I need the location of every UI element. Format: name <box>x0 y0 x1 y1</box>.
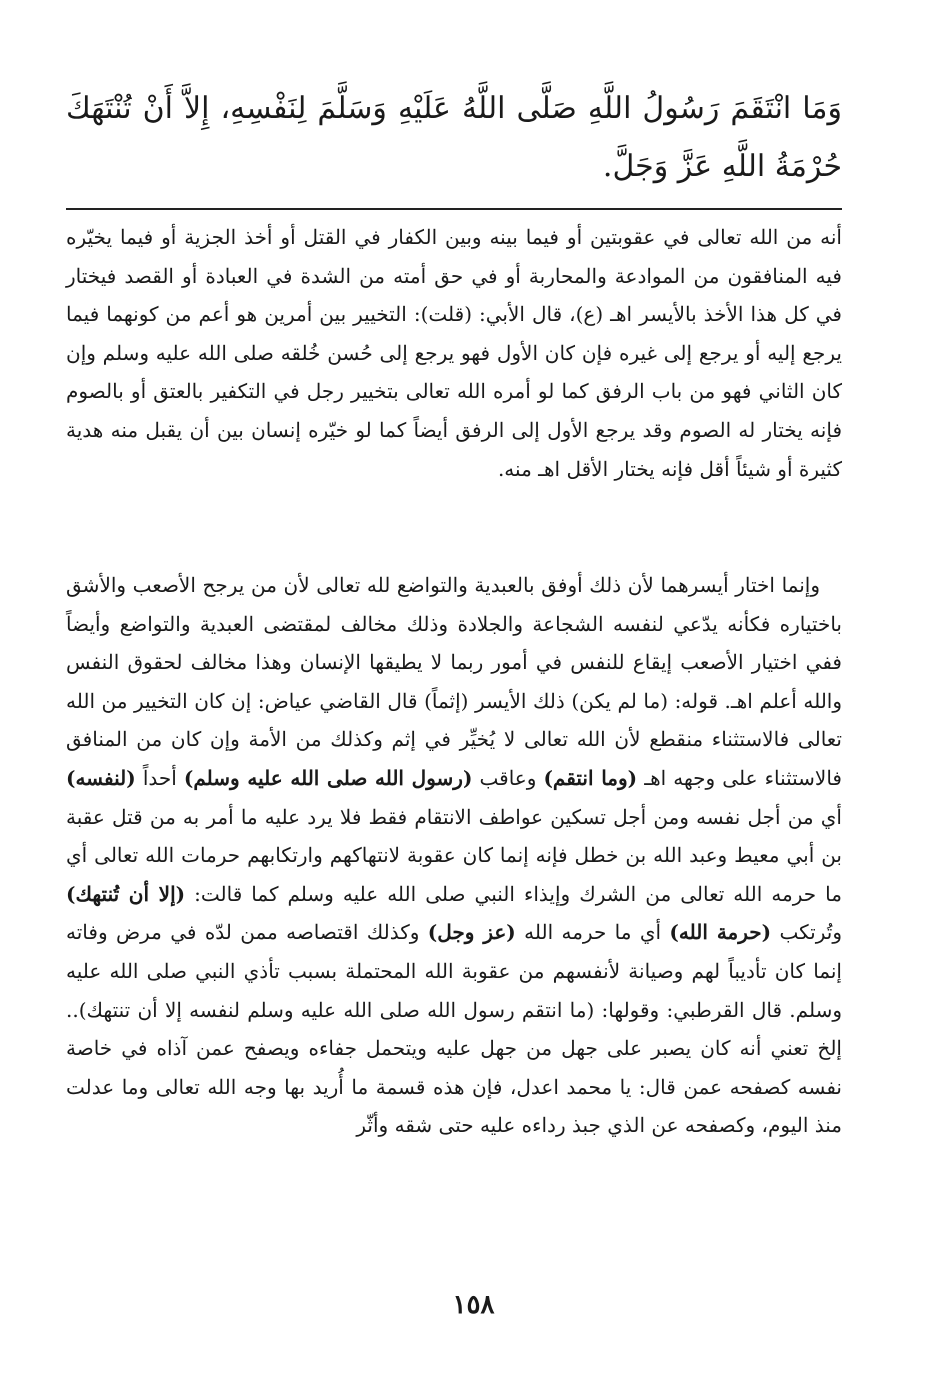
commentary-text: وتُرتكب <box>779 920 843 945</box>
commentary-text: وإنما اختار أيسرهما لأن ذلك أوفق بالعبدية والتواضع لله تعالى لأن من يرجح الأصعب والأشق باختياره فكأنه يدّعي لنفسه الشجاعة والجلادة وذلك مخالف لمقتضى العبدية والتواضع وأيضاً ففي اختيار الأصعب إيقاع للنفس في أمور ربما لا يطيقها الإنسان وهذا مخالف لحقوق النفس والله أعلم اهـ. قوله: (ما لم يكن) ذلك الأيسر (إثماً) قال القاضي عياض: إن كان التخيير من الله تعالى فالاستثناء منقطع لأن الله تعالى لا يُخيِّر في إثم وكذلك من الأمة وإن كان من المنافق فالاستثناء على وجهه اهـ <box>66 573 842 790</box>
commentary-paragraph-1: أنه من الله تعالى في عقوبتين أو فيما بينه وبين الكفار في القتل أو أخذ الجزية أو فيما يخيّره فيه المنافقون من الموادعة والمحاربة أو في حق أمته من الشدة في العبادة أو القصد فيختار في كل هذا الأخذ بالأيسر اهـ (ع)، قال الأبي: (قلت): التخيير بين أمرين هو أعم من كونهما فيما يرجع إليه أو يرجع إلى غيره فإن كان الأول فهو يرجع إلى حُسن خُلقه صلى الله عليه وسلم وإن كان الثاني فهو من باب الرفق كما لو أمره الله تعالى بتخيير رجل في التكفير بالعتق أو بالصوم فإنه يختار له الصوم وقد يرجع الأول إلى الرفق أيضاً كما لو خيّره إنسان بين أن يقبل منه هدية كثيرة أو شيئاً أقل فإنه يختار الأقل اهـ منه. <box>66 225 842 481</box>
commentary-paragraph-2 <box>66 566 842 1145</box>
quoted-matn: (إلا أن تُنتهك) <box>66 881 186 906</box>
quoted-matn: (لنفسه) <box>66 765 136 790</box>
quoted-matn: (حرمة الله) <box>669 920 772 945</box>
commentary-text: أي ما حرمه الله <box>524 920 662 945</box>
page-number: ١٥٨ <box>452 1290 495 1320</box>
commentary-text: أي من أجل نفسه ومن أجل تسكين عواطف الانتقام فقط فلا يرد عليه ما أمر به من قتل عقبة بن أبي معيط وعبد الله بن خطل فإنه إنما كان عقوبة لانتهاكهم وارتكابهم حرمات الله تعالى أي ما حرمه الله تعالى من الشرك وإيذاء النبي صلى الله عليه وسلم كما قالت: <box>66 804 842 906</box>
commentary-text: وعاقب <box>479 765 537 790</box>
quoted-matn: (رسول الله صلى الله عليه وسلم) <box>183 765 473 790</box>
commentary-text: وكذلك اقتصاصه ممن لدّه في مرض وفاته إنما كان تأديباً لهم وصيانة لأنفسهم من عقوبة الله المحتملة بسبب تأذي النبي صلى الله عليه وسلم. قال القرطبي: وقولها: (ما انتقم رسول الله صلى الله عليه وسلم لنفسه إلا أن تنتهك).. إلخ تعني أنه كان يصبر على جهل من جهل عليه ويتحمل جفاءه ويصفح عمن آذاه في خاصة نفسه كصفحه عمن قال: يا محمد اعدل، فإن هذه قسمة ما أُريد بها وجه الله تعالى وما عدلت منذ اليوم، وكصفحه عن الذي جبذ رداءه عليه حتى شقه وأثّر <box>66 920 843 1138</box>
hadith-text: وَمَا انْتَقَمَ رَسُولُ اللَّهِ صَلَّى اللَّهُ عَلَيْهِ وَسَلَّمَ لِنَفْسِهِ، إِلاَّ أَنْ تُنْتَهَكَ حُرْمَةُ اللَّهِ عَزَّ وَجَلَّ. <box>66 91 842 184</box>
quoted-matn: (عز وجل) <box>427 920 516 945</box>
footnote-divider <box>66 208 842 210</box>
quoted-matn: (وما انتقم) <box>543 765 638 790</box>
commentary-text: أحداً <box>142 765 177 790</box>
